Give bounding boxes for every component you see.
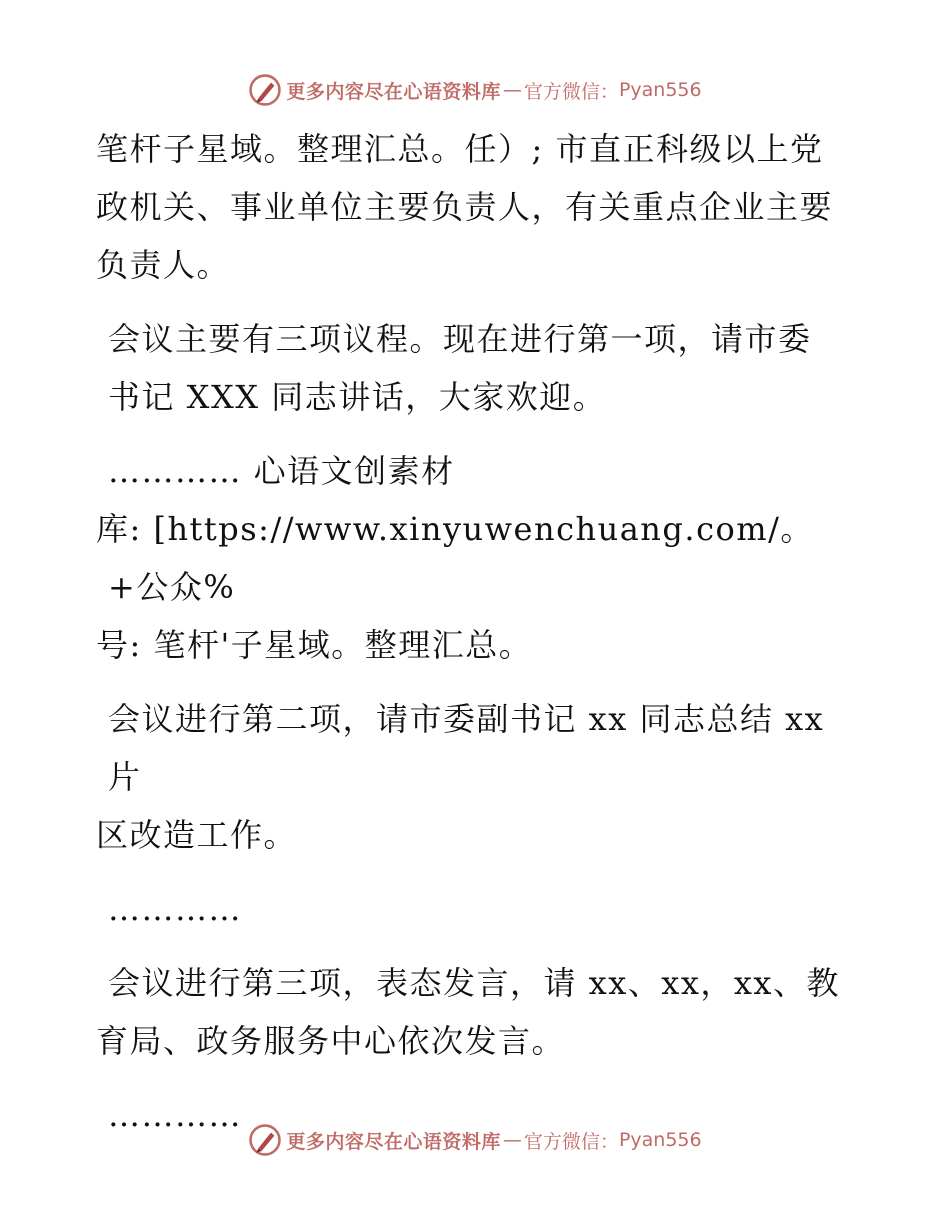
text-line: 书记 XXX 同志讲话，大家欢迎。 <box>108 378 607 416</box>
watermark-brand: 更多内容尽在心语资料库 <box>286 1130 501 1153</box>
watermark-wechat-label: 官方微信： <box>523 80 619 103</box>
text-line-url: 库: [https://www.xinyuwenchuang.com/。+公众% <box>96 510 814 606</box>
text-line: 会议主要有三项议程。现在进行第一项，请市委 <box>108 320 812 358</box>
paragraph-agenda-intro <box>96 310 856 426</box>
watermark-wechat-label: 官方微信： <box>523 1130 619 1153</box>
watermark-dash: — <box>502 1129 522 1151</box>
text-line: 政机关、事业单位主要负责人，有关重点企业主要 <box>96 188 834 226</box>
quill-pen-logo-icon <box>248 73 282 107</box>
header-watermark <box>0 70 950 110</box>
text-line: ………… <box>108 1096 242 1134</box>
document-body <box>96 120 856 1160</box>
watermark-dash: — <box>502 79 522 101</box>
text-line: ………… <box>108 890 242 928</box>
paragraph-ellipsis <box>96 880 856 938</box>
text-line: ………… 心语文创素材 <box>108 452 455 490</box>
watermark-wechat-id: Pyan556 <box>618 79 702 101</box>
text-line: 育局、政务服务中心依次发言。 <box>96 1022 566 1060</box>
text-line: 区改造工作。 <box>96 816 298 854</box>
quill-pen-logo-icon <box>248 1123 282 1157</box>
paragraph-agenda-item-2 <box>96 690 856 864</box>
footer-watermark <box>0 1120 950 1160</box>
text-line: 会议进行第二项，请市委副书记 xx 同志总结 xx 片 <box>108 700 836 796</box>
text-line: 会议进行第三项，表态发言，请 xx、xx，xx、教 <box>108 964 840 1002</box>
paragraph-agenda-item-3 <box>96 954 856 1070</box>
paragraph-source-note <box>96 442 856 674</box>
text-line: 笔杆子星域。整理汇总。任）; 市直正科级以上党 <box>96 130 824 168</box>
text-line: 负责人。 <box>96 246 231 284</box>
paragraph-attendees <box>96 120 856 294</box>
watermark-wechat-id: Pyan556 <box>618 1129 702 1151</box>
watermark-brand: 更多内容尽在心语资料库 <box>286 80 501 103</box>
text-line: 号: 笔杆'子星域。整理汇总。 <box>96 626 533 664</box>
